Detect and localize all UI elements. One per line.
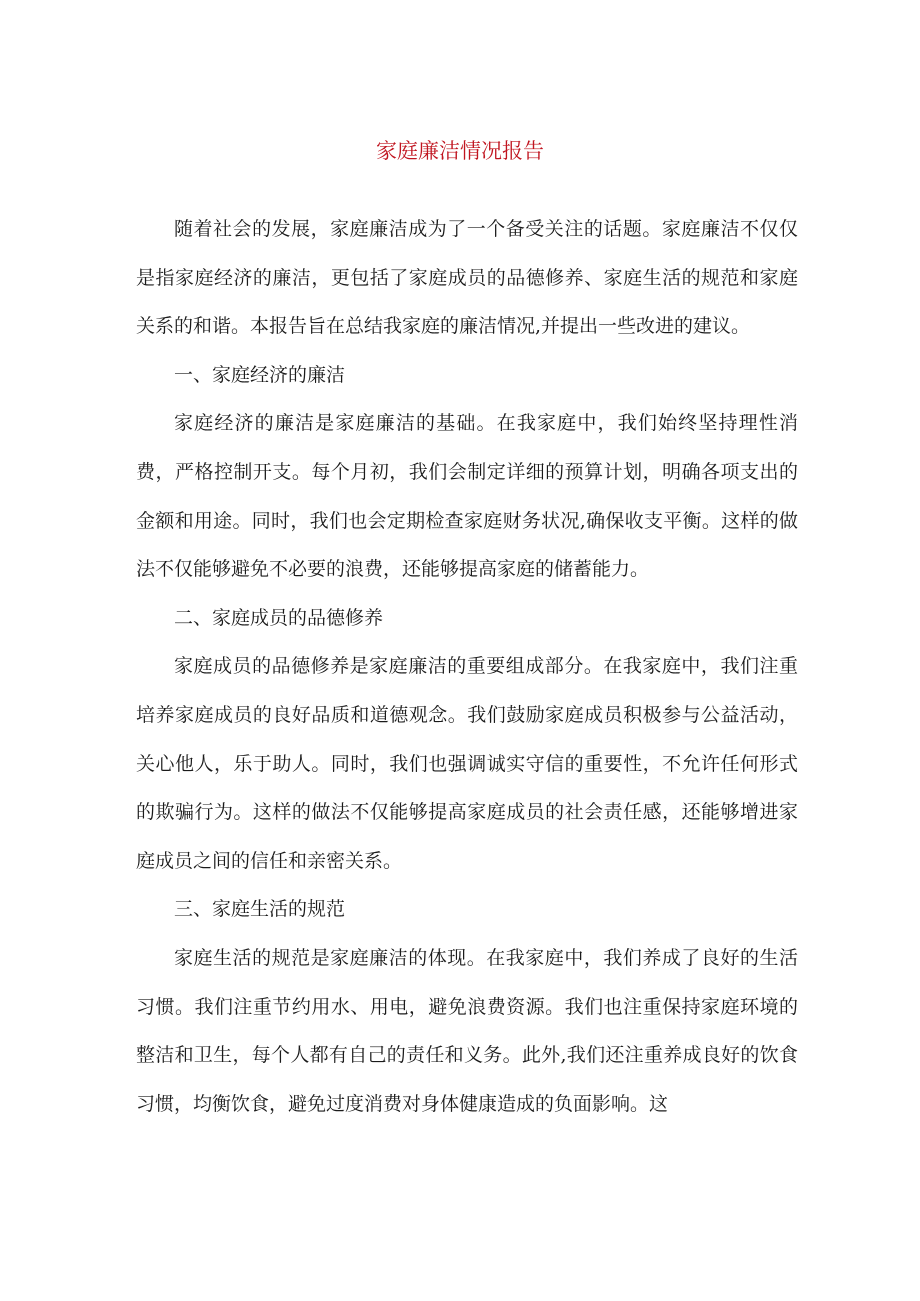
section-heading-character: 二、家庭成员的品德修养 — [174, 606, 384, 629]
intro-paragraph: 随着社会的发展，家庭廉洁成为了一个备受关注的话题。家庭廉洁不仅仅是指家庭经济的廉洁，更包括了家庭成员的品德修养、家庭生活的规范和家庭关系的和谐。本报告旨在总结我家庭的廉洁情况,并提出一些改进的建议。 — [136, 218, 798, 338]
economy-paragraph: 家庭经济的廉洁是家庭廉洁的基础。在我家庭中，我们始终坚持理性消费，严格控制开支。每个月初，我们会制定详细的预算计划，明确各项支出的金额和用途。同时，我们也会定期检查家庭财务状况,确保收支平衡。这样的做法不仅能够避免不必要的浪费，还能够提高家庭的储蓄能力。 — [136, 412, 798, 581]
section-heading-economy: 一、家庭经济的廉洁 — [174, 363, 346, 386]
section-heading-lifestyle: 三、家庭生活的规范 — [174, 898, 346, 921]
document-body — [136, 205, 798, 1128]
character-paragraph: 家庭成员的品德修养是家庭廉洁的重要组成部分。在我家庭中，我们注重培养家庭成员的良好品质和道德观念。我们鼓励家庭成员积极参与公益活动，关心他人，乐于助人。同时，我们也强调诚实守信的重要性，不允许任何形式的欺骗行为。这样的做法不仅能够提高家庭成员的社会责任感，还能够增进家庭成员之间的信任和亲密关系。 — [136, 655, 798, 872]
lifestyle-paragraph: 家庭生活的规范是家庭廉洁的体现。在我家庭中，我们养成了良好的生活习惯。我们注重节约用水、用电，避免浪费资源。我们也注重保持家庭环境的整洁和卫生，每个人都有自己的责任和义务。此外,我们还注重养成良好的饮食习惯，均衡饮食，避免过度消费对身体健康造成的负面影响。这 — [136, 946, 798, 1115]
document-title: 家庭廉洁情况报告 — [376, 139, 544, 163]
